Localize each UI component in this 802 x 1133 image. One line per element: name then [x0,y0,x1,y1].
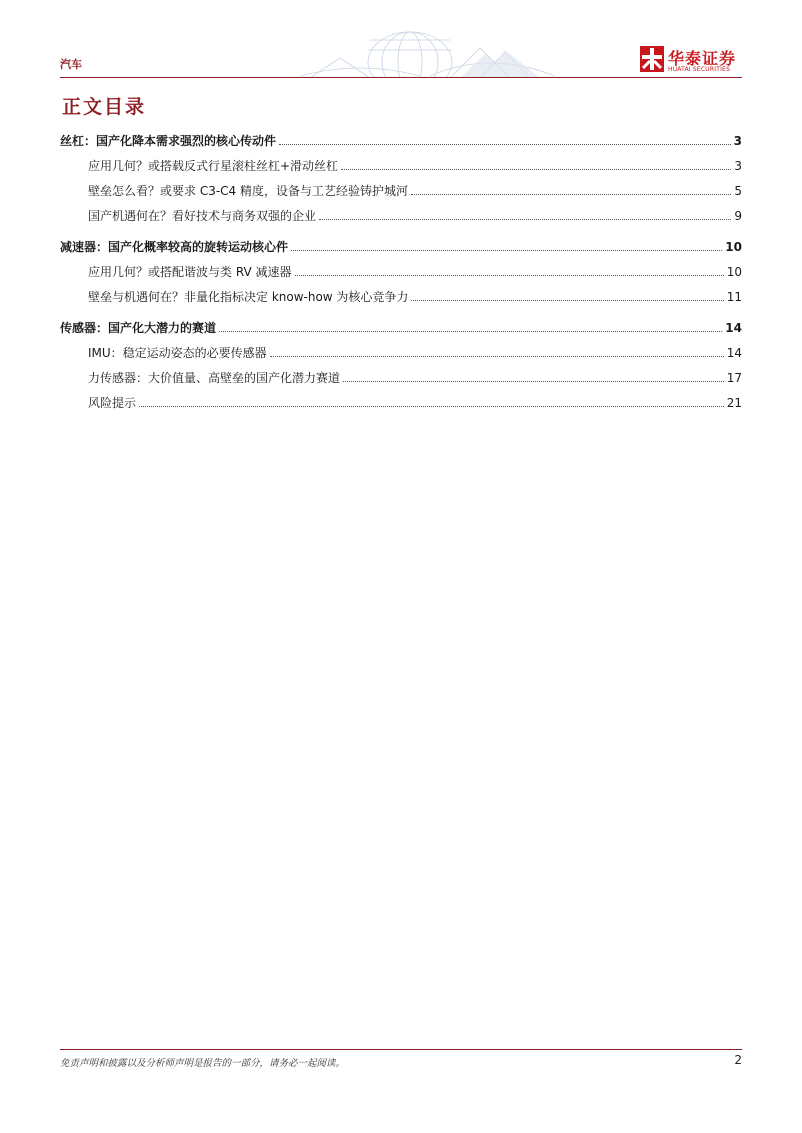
footer-divider [60,1049,742,1050]
logo-text-en: HUATAI SECURITIES [668,66,731,73]
toc-entry-page: 9 [734,209,742,223]
toc-entry[interactable] [60,236,742,254]
toc-entry-page: 11 [726,290,742,304]
footer-disclaimer: 免责声明和披露以及分析师声明是报告的一部分，请务必一起阅读。 [60,1058,346,1069]
toc-leader-dots [411,300,723,301]
toc-entry-text: 应用几何？或搭配谐波与类 RV 减速器 [88,265,292,279]
toc-leader-dots [291,250,722,251]
toc-entry-text: 壁垒怎么看？或要求 C3-C4 精度，设备与工艺经验铸护城河 [88,184,408,198]
page-number: 2 [734,1053,742,1067]
toc-entry[interactable] [60,367,742,385]
toc-entry[interactable] [60,180,742,198]
toc-title: 正文目录 [62,96,147,118]
toc-entry[interactable] [60,261,742,279]
huatai-logo-mark-icon [640,46,664,72]
toc-entry[interactable] [60,392,742,410]
toc-leader-dots [279,144,731,145]
toc-entry[interactable] [60,130,742,148]
toc-entry-text: 传感器：国产化大潜力的赛道 [60,321,217,335]
toc-entry-page: 21 [726,396,742,410]
toc-entry-text: IMU：稳定运动姿态的必要传感器 [88,346,267,360]
toc-leader-dots [139,406,724,407]
toc-entry-page: 17 [726,371,742,385]
toc-entry-text: 减速器：国产化概率较高的旋转运动核心件 [60,240,289,254]
toc-entry-text: 风险提示 [88,396,137,410]
toc-entry[interactable] [60,155,742,173]
toc-entry-text: 应用几何？或搭载反式行星滚柱丝杠+滑动丝杠 [88,159,339,173]
toc-entry-text: 壁垒与机遇何在？非量化指标决定 know-how 为核心竞争力 [88,290,409,304]
toc-leader-dots [411,194,731,195]
huatai-logo [640,46,744,76]
header-section-label: 汽车 [60,58,82,71]
toc-leader-dots [341,169,731,170]
toc-leader-dots [343,381,724,382]
toc-entry-page: 5 [734,184,742,198]
toc-entry-text: 丝杠：国产化降本需求强烈的核心传动件 [60,134,277,148]
toc-entry-page: 10 [726,265,742,279]
header-globe-decoration [300,30,560,78]
toc-leader-dots [270,356,724,357]
toc-entry[interactable] [60,286,742,304]
toc-entry-page: 10 [725,240,742,254]
toc-entry-text: 国产机遇何在？看好技术与商务双强的企业 [88,209,317,223]
logo-text-cn: 华泰证券 [668,49,737,68]
toc-entry-page: 3 [734,159,742,173]
toc-entry-page: 3 [733,134,742,148]
header-divider [60,77,742,78]
toc-entry-text: 力传感器：大价值量、高壁垒的国产化潜力赛道 [88,371,341,385]
toc-entry[interactable] [60,317,742,335]
toc-entry-page: 14 [725,321,742,335]
toc-entry-page: 14 [726,346,742,360]
toc-leader-dots [219,331,722,332]
toc-leader-dots [295,275,724,276]
toc-leader-dots [319,219,731,220]
toc-entry[interactable] [60,342,742,360]
toc-entry[interactable] [60,205,742,223]
